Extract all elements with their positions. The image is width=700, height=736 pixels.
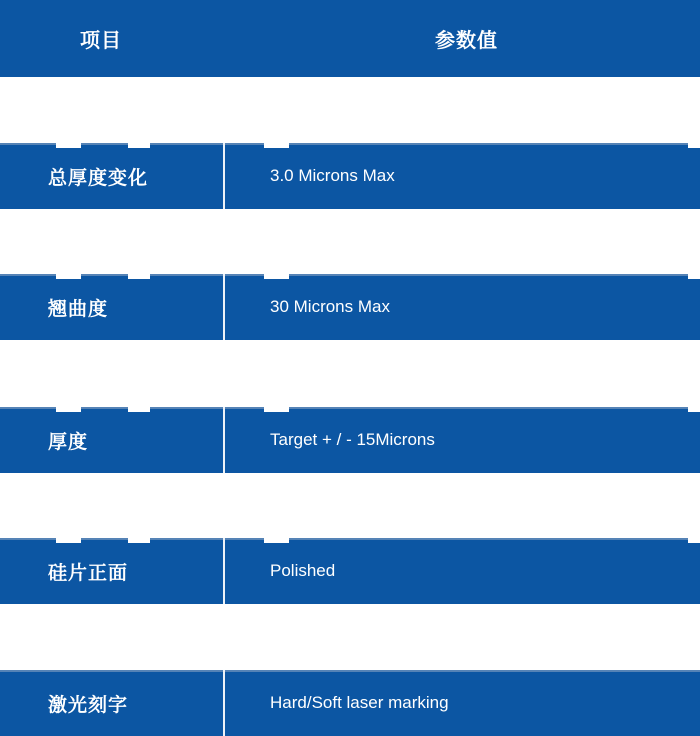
top-edge-notch	[688, 538, 700, 543]
top-edge-notch	[128, 274, 150, 279]
table-row	[0, 670, 700, 736]
row-value: Polished	[270, 561, 336, 580]
row-value: Hard/Soft laser marking	[270, 693, 449, 712]
row-label: 翘曲度	[48, 298, 109, 320]
table-header	[0, 0, 700, 77]
table-row	[0, 143, 700, 209]
column-divider	[223, 274, 225, 340]
row-value: Target + / - 15Microns	[270, 430, 435, 449]
top-edge-notch	[264, 407, 289, 412]
header-cell-item: 项目	[80, 30, 122, 52]
row-value: 3.0 Microns Max	[270, 166, 395, 185]
table-row	[0, 538, 700, 604]
top-edge-notch	[56, 538, 81, 543]
top-edge-notch	[688, 274, 700, 279]
row-label: 总厚度变化	[48, 167, 149, 189]
top-edge-notch	[56, 143, 81, 148]
top-edge-notch	[688, 407, 700, 412]
top-edge-notch	[688, 143, 700, 148]
row-label: 激光刻字	[48, 694, 129, 716]
row-value: 30 Microns Max	[270, 297, 390, 316]
column-divider	[223, 407, 225, 473]
column-divider	[223, 538, 225, 604]
row-label: 硅片正面	[48, 562, 129, 584]
top-edge-notch	[56, 274, 81, 279]
header-cell-value: 参数值	[435, 30, 498, 52]
top-edge-notch	[128, 407, 150, 412]
top-edge-notch	[264, 274, 289, 279]
column-divider	[223, 670, 225, 736]
table-row	[0, 274, 700, 340]
column-divider	[223, 143, 225, 209]
top-edge-notch	[128, 538, 150, 543]
table-row	[0, 407, 700, 473]
top-edge-notch	[264, 538, 289, 543]
top-edge-notch	[264, 143, 289, 148]
row-label: 厚度	[48, 431, 89, 453]
top-edge-notch	[56, 407, 81, 412]
top-edge-notch	[128, 143, 150, 148]
